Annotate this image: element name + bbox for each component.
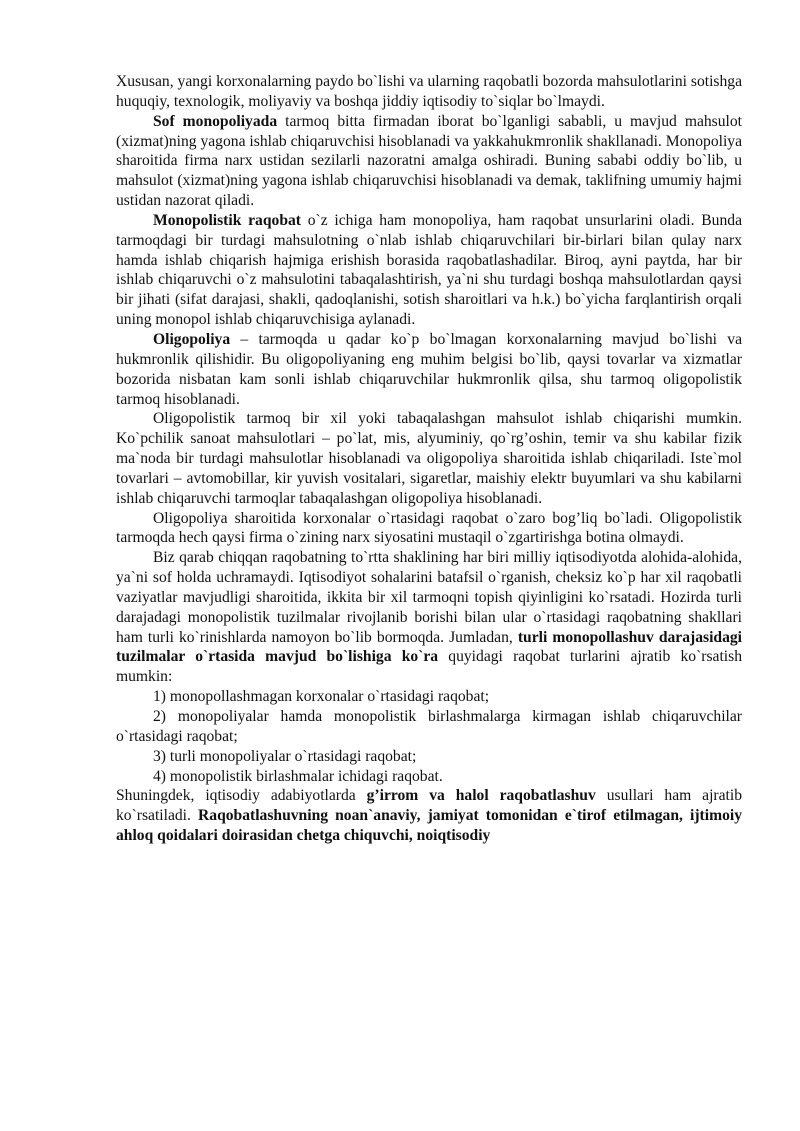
list-item (116, 747, 742, 767)
list-number: 4) (153, 767, 166, 785)
emphasis-monopolization-levels: turli monopollashuv darajasidagi tuzilmalar o`rtasida mavjud bo`lishiga ko`ra (116, 628, 742, 666)
paragraph-pure-monopoly-text: tarmoq bitta firmadan iborat bo`lganligi sababli, u mavjud mahsulot (xizmat)ning yagona ishlab chiqaruvchisi hisoblanadi va yakkahukmronlik shakllanadi. Monopoliya sharoitida firma narx ustidan sezilarli nazoratni amalga oshiradi. Buning sababi oddiy bo`lib, u mahsulot (xizmat)ning yagona ishlab chiqaruvchisi hisoblanadi va demak, taklifning umumiy hajmi ustidan nazorat qiladi. (116, 112, 742, 210)
list-number: 2) (153, 708, 166, 725)
paragraph-fair-unfair-competition (116, 786, 742, 846)
paragraph-pure-monopoly (116, 112, 742, 211)
paragraph-oligopoly (116, 330, 742, 409)
paragraph-fair-unfair-start: Shuningdek, iqtisodiy adabiyotlarda (116, 787, 367, 805)
paragraph-1: Xususan, yangi korxonalarning paydo bo`lishi va ularning raqobatli bozorda mahsulotlarini sotishga huquqiy, texnologik, moliyaviy va boshqa jiddiy iqtisodiy to`siqlar bo`lmaydi. (116, 73, 742, 110)
paragraph-monopolistic-competition (116, 211, 742, 330)
term-monopolistic-competition: Monopolistik raqobat (153, 211, 301, 229)
list-item (116, 767, 742, 787)
list-number: 3) (153, 747, 166, 765)
emphasis-fair-unfair: g’irrom va halol raqobatlashuv (366, 787, 596, 805)
list-text: monopolistik birlashmalar ichidagi raqobat. (169, 767, 443, 785)
list-number: 1) (153, 688, 166, 706)
term-oligopoly: Oligopoliya (153, 330, 231, 348)
list-text: turli monopoliyalar o`rtasidagi raqobat; (169, 747, 417, 765)
paragraph-oligopoly-text: – tarmoqda u qadar ko`p bo`lmagan korxonalarning mavjud bo`lishi va hukmronlik qilishidir. Bu oligopoliyaning eng muhim belgisi bo`lib, qaysi tovarlar va xizmatlar bozorida nisbatan kam sonli ishlab chiqaruvchilar hukmronlik qilsa, shu tarmoq oligopolistik tarmoq hisoblanadi. (116, 330, 742, 408)
list-item (116, 707, 742, 747)
paragraph-competition-forms (116, 548, 742, 687)
paragraph-competition-forms-end: quyidagi raqobat turlarini ajratib ko`rsatish mumkin: (116, 648, 742, 686)
list-text: monopoliyalar hamda monopolistik birlashmalarga kirmagan ishlab chiqaruvchilar o`rtasidagi raqobat; (116, 708, 742, 745)
paragraph-oligopoly-competition: Oligopoliya sharoitida korxonalar o`rtasidagi raqobat o`zaro bog’liq bo`ladi. Oligopolistik tarmoqda hech qaysi firma o`zining narx siyosatini mustaqil o`zgartirishga botina olmaydi. (116, 509, 742, 547)
term-pure-monopoly: Sof monopoliyada (153, 112, 278, 130)
document-page (116, 72, 742, 846)
paragraph-fair-unfair-mid: usullari ham ajratib ko`rsatiladi. (116, 787, 742, 825)
paragraph-competition-forms-start: Biz qarab chiqqan raqobatning to`rtta shaklining har biri milliy iqtisodiyotda alohida-alohida, ya`ni sof holda uchramaydi. Iqtisodiyot sohalarini batafsil o`rganish, cheksiz ko`p har xil raqobatli vaziyatlar mavjudligi sharoitida, ikkita bir xil tarmoqni topish qiyinligini ko`rsatadi. Hozirda turli darajadagi monopolistik tuzilmalar rivojlanib borishi bilan ular o`rtasidagi raqobatning shakllari ham turli ko`rinishlarda namoyon bo`lib bormoqda. Jumladan, (116, 549, 742, 646)
paragraph-monopolistic-competition-text: o`z ichiga ham monopoliya, ham raqobat unsurlarini oladi. Bunda tarmoqdagi bir turdagi mahsulotning o`nlab ishlab chiqaruvchilari bir-birlari bilan qulay narx hamda ishlab chiqarish hajmiga erishish borasida raqobatlashadilar. Biroq, ayni paytda, har bir ishlab chiqaruvchi o`z mahsulotini tabaqalashtirish, ya`ni shu turdagi boshqa mahsulotlardan qaysi bir jihati (sifat darajasi, shakli, qadoqlanishi, sotish sharoitlari va h.k.) bo`yicha farqlantirish orqali uning monopol ishlab chiqaruvchisiga aylanadi. (116, 211, 742, 329)
paragraph-oligopolistic-industry: Oligopolistik tarmoq bir xil yoki tabaqalashgan mahsulot ishlab chiqarishi mumkin. Ko`pchilik sanoat mahsulotlari – po`lat, mis, alyuminiy, qo`rg’oshin, temir va shu kabilar fizik ma`noda bir turdagi mahsulotlar hisoblanadi va oligopoliya sharoitida ishlab chiqariladi. Iste`mol tovarlari – avtomobillar, kir yuvish vositalari, sigaretlar, maishiy elektr buyumlari va shu kabilarni ishlab chiqaruvchi tarmoqlar tabaqalashgan oligopoliya hisoblanadi. (116, 410, 742, 507)
list-item (116, 687, 742, 707)
emphasis-unconventional-competition: Raqobatlashuvning noan`anaviy, jamiyat tomonidan e`tirof etilmagan, ijtimoiy ahloq qoidalari doirasidan chetga chiquvchi, noiqtisodiy (116, 807, 742, 845)
list-text: monopollashmagan korxonalar o`rtasidagi raqobat; (169, 688, 490, 706)
